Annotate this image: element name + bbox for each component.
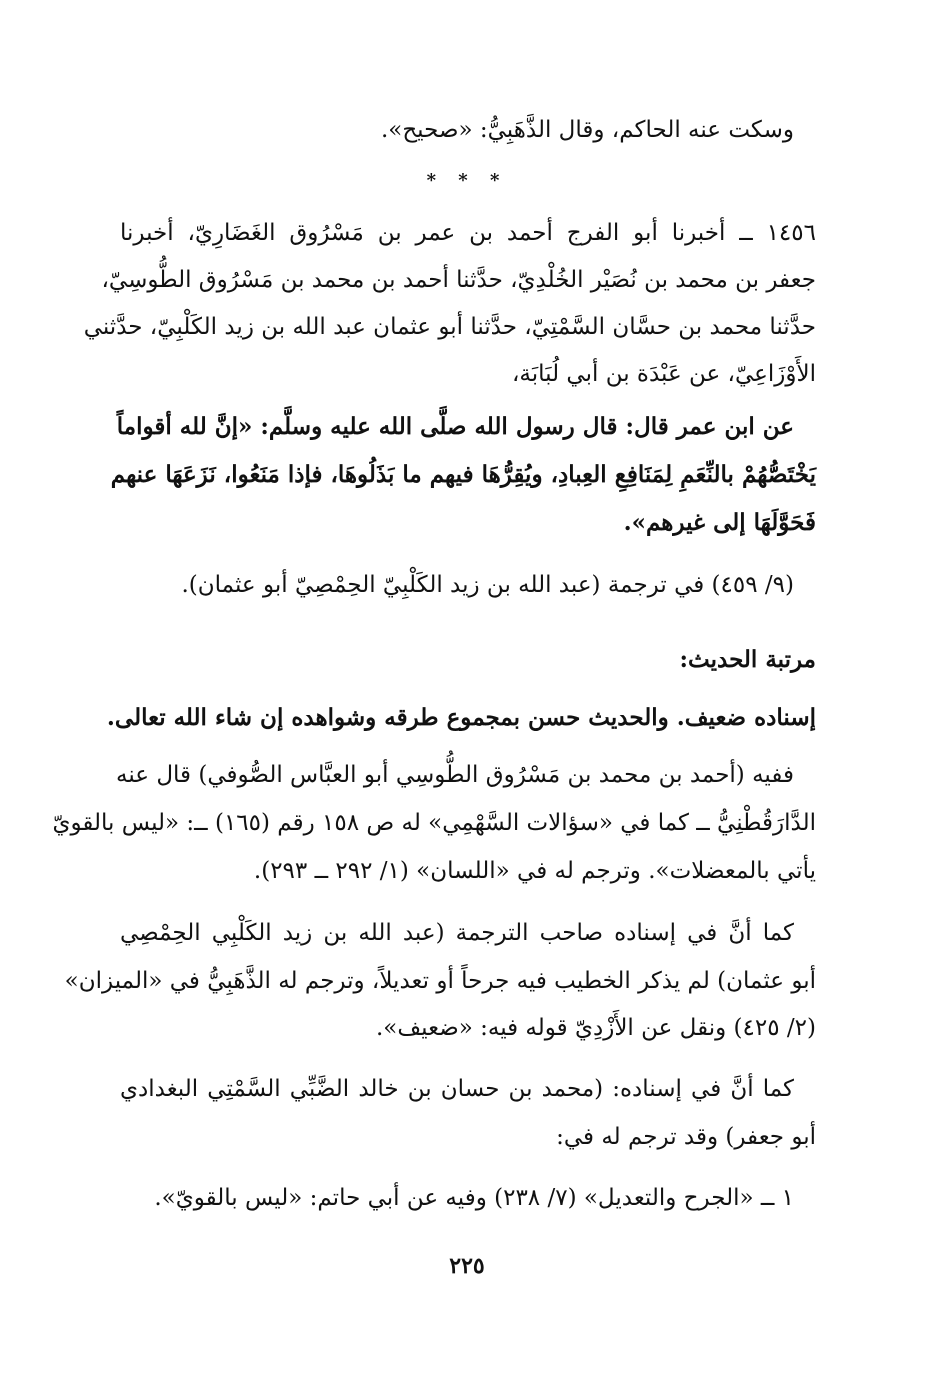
hadith-isnad-line-4: الأَوْزَاعِيّ، عن عَبْدَة بن أبي لُبَابَة، — [512, 361, 816, 387]
paragraph-1-line-3: يأتي بالمعضلات». وترجم له في «اللسان» (١/ ٢٩٢ ــ ٢٩٣). — [253, 858, 816, 884]
paragraph-3-line-2: أبو جعفر) وقد ترجم له في: — [556, 1124, 816, 1150]
hadith-isnad-line-3: حدَّثنا محمد بن حسَّان السَّمْتِيّ، حدَّثنا أبو عثمان عبد الله بن زيد الكَلْبِيّ، حدَّثني — [83, 314, 816, 340]
hadith-isnad-line-1: ١٤٥٦ ــ أخبرنا أبو الفرج أحمد بن عمر بن مَسْرُوق الغَضَارِيّ، أخبرنا — [120, 220, 816, 246]
page-number: ٢٢٥ — [449, 1253, 485, 1279]
paragraph-1-line-2: الدَّارَقُطْنِيُّ ــ كما في «سؤالات السَّهْمِي» له ص ١٥٨ رقم (١٦٥) ــ: «ليس بالقويّ — [52, 810, 816, 836]
hadith-matn-line-3: فَحَوَّلَهَا إلى غيرهم». — [623, 509, 816, 536]
hadith-matn-line-2: يَخْتَصُّهُمْ بالنِّعَمِ لِمَنَافِعِ العِبادِ، ويُقِرُّهَا فيهم ما بَذَلُوهَا، فإذا مَنَعُوا، نَزَعَهَا عنهم — [110, 461, 816, 488]
paragraph-2-line-3: (٢/ ٤٢٥) ونقل عن الأَزْدِيّ قوله فيه: «ضعيف». — [375, 1015, 816, 1041]
list-item: ١ ــ «الجرح والتعديل» (٧/ ٢٣٨) وفيه عن أبي حاتم: «ليس بالقويّ». — [154, 1185, 794, 1211]
top-note: وسكت عنه الحاكم، وقال الذَّهَبِيُّ: «صحيح». — [380, 117, 794, 143]
paragraph-1-line-1: ففيه (أحمد بن محمد بن مَسْرُوق الطُّوسِي أبو العبَّاس الصُّوفي) قال عنه — [116, 762, 794, 788]
hadith-grade-text: إسناده ضعيف. والحديث حسن بمجموع طرقه وشواهده إن شاء الله تعالى. — [106, 704, 816, 731]
section-separator: * * * — [426, 170, 508, 191]
hadith-matn-line-1: عن ابن عمر قال: قال رسول الله صلَّى الله عليه وسلَّم: «إنَّ لله أقواماً — [116, 413, 794, 440]
paragraph-2-line-2: أبو عثمان) لم يذكر الخطيب فيه جرحاً أو تعديلاً، وترجم له الذَّهَبِيُّ في «الميزان» — [64, 968, 816, 994]
hadith-isnad-line-2: جعفر بن محمد بن نُصَيْر الخُلْدِيّ، حدَّثنا أحمد بن محمد بن مَسْرُوق الطُّوسِيّ، — [101, 267, 816, 293]
source-reference: (٩/ ٤٥٩) في ترجمة (عبد الله بن زيد الكَلْبِيّ الحِمْصِيّ أبو عثمان). — [181, 572, 794, 598]
paragraph-2-line-1: كما أنَّ في إسناده صاحب الترجمة (عبد الله بن زيد الكَلْبِي الحِمْصِي — [120, 920, 794, 946]
hadith-grade-heading: مرتبة الحديث: — [679, 646, 816, 673]
paragraph-3-line-1: كما أنَّ في إسناده: (محمد بن حسان بن خالد الضَّبِّي السَّمْتِي البغدادي — [120, 1076, 794, 1102]
